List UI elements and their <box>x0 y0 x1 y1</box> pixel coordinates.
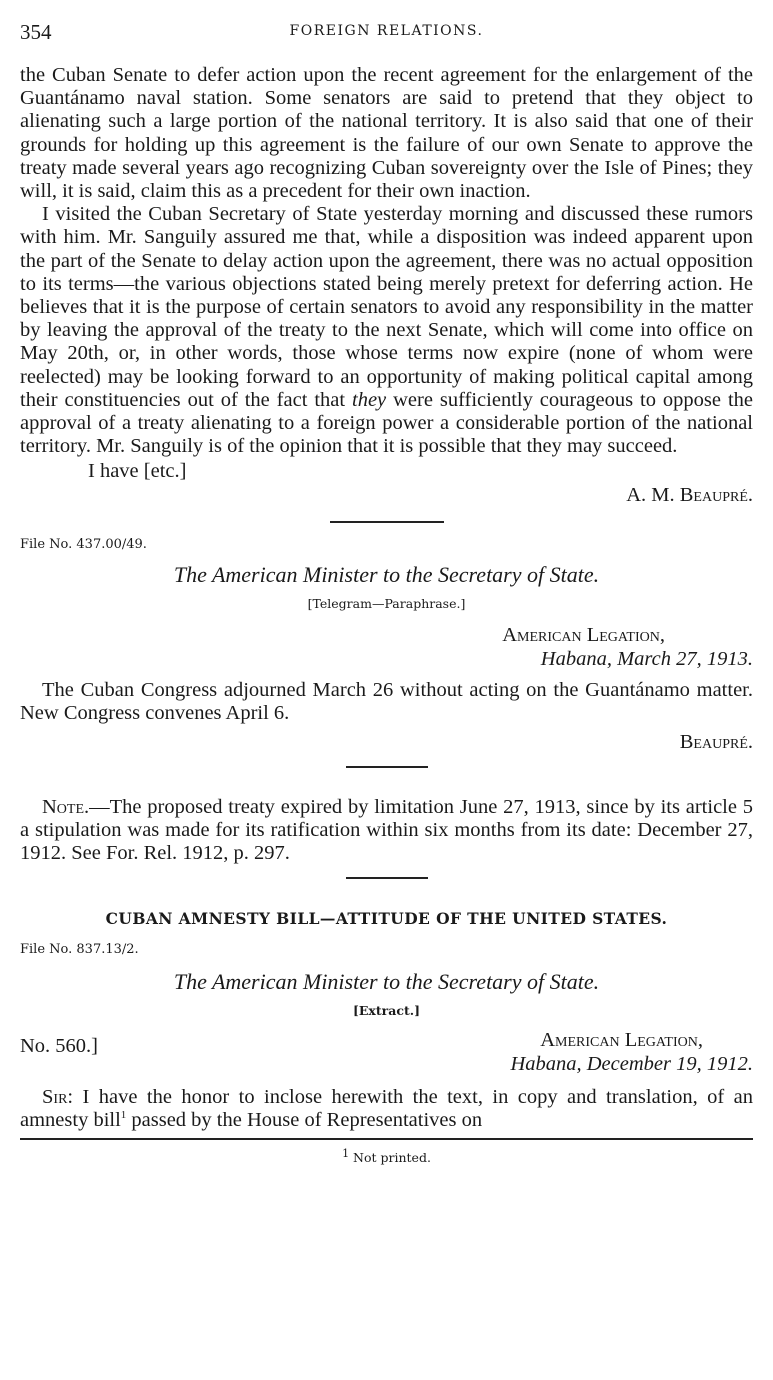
dateline <box>20 623 753 671</box>
page-header <box>20 0 753 60</box>
page-number: 354 <box>20 20 52 44</box>
running-title: FOREIGN RELATIONS. <box>289 23 484 39</box>
paragraph-text: I visited the Cuban Secretary of State yesterday morning and discussed these rumors with him. Mr. Sanguily assured me that, while a disposition was indeed apparent upon the part of the Senate to delay action upon the agreement, there was no actual opposition to its terms—the various objections stated being merely pretext for deferring action. He believes that it is the purpose of certain senators to avoid any responsibility in the matter by leaving the approval of the treaty to the next Senate, which will come into office on May 20th, or, in other words, those whose terms now expire (none of whom were reelected) may be looking forward to an opportunity of making political capital among their constituencies out of the fact that <box>20 203 753 411</box>
telegram-body: The Cuban Congress adjourned March 26 without acting on the Guantánamo matter. New Congress convenes April 6. <box>20 678 753 725</box>
letter-text: : I have the honor to inclose herewith the text, in copy and translation, of an amnesty bill <box>20 1085 753 1132</box>
divider <box>346 877 428 879</box>
dispatch-number: No. 560.] <box>20 1034 99 1057</box>
footnote-text: Not printed. <box>353 1149 431 1165</box>
footnote-marker: 1 <box>342 1146 350 1160</box>
document-note: [Telegram—Paraphrase.] <box>307 595 466 611</box>
document-title: The American Minister to the Secretary of State. <box>173 968 600 994</box>
editorial-note <box>20 796 753 866</box>
place-date: Habana, December 19, 1912. <box>510 1052 753 1075</box>
note-text: —The proposed treaty expired by limitation June 27, 1913, since by its article 5 a stipulation was made for its ratification within six months from its date: December 27, 1912. See For. Rel. 1912, p. 297. <box>20 795 753 865</box>
dateline-row <box>20 1028 753 1076</box>
letter-text: passed by the House of Representatives on <box>126 1109 483 1132</box>
letter-body <box>20 1086 753 1132</box>
paragraph-senate-action: the Cuban Senate to defer action upon the recent agreement for the enlargement of the Guantánamo naval station. Some senators are said to pretend that they object to alienating such a large portion of the national territory. It is also said that one of their grounds for holding up this agreement is the failure of our own Senate to approve the treaty made several years ago recognizing Cuban sovereignty over the Isle of Pines; they will, it is said, claim this as a precedent for their own inaction. <box>20 64 753 203</box>
footnote-reference: 1 <box>120 1109 127 1122</box>
dateline <box>510 1028 753 1076</box>
note-label: Note. <box>42 795 90 818</box>
paragraph-secretary-visit <box>20 203 753 458</box>
paragraph-text: were sufficiently courageous to oppose the approval of a treaty alienating to a foreign power a considerable portion of the national territory. Mr. Sanguily is of the opinion that it is possible that they may succeed. <box>20 388 753 458</box>
place-date: Habana, March 27, 1913. <box>540 647 753 670</box>
legation-name: American Legation, <box>540 1028 703 1051</box>
divider <box>330 521 444 523</box>
closing-line: I have [etc.] <box>88 460 187 483</box>
section-heading: CUBAN AMNESTY BILL—ATTITUDE OF THE UNITED STATES. <box>105 908 668 928</box>
footnote <box>20 1146 753 1165</box>
footnote-divider <box>20 1138 753 1140</box>
signature: Beaupré. <box>679 731 753 754</box>
divider <box>346 766 428 768</box>
file-number: File No. 837.13/2. <box>20 941 139 957</box>
legation-name: American Legation, <box>502 623 665 646</box>
document-note: [Extract.] <box>352 1002 420 1018</box>
salutation: Sir <box>42 1085 68 1108</box>
file-number: File No. 437.00/49. <box>20 536 147 552</box>
document-page <box>20 0 753 1165</box>
emphasis-word: they <box>352 388 387 411</box>
document-title: The American Minister to the Secretary of State. <box>173 561 600 587</box>
signature: A. M. Beaupré. <box>626 484 753 507</box>
